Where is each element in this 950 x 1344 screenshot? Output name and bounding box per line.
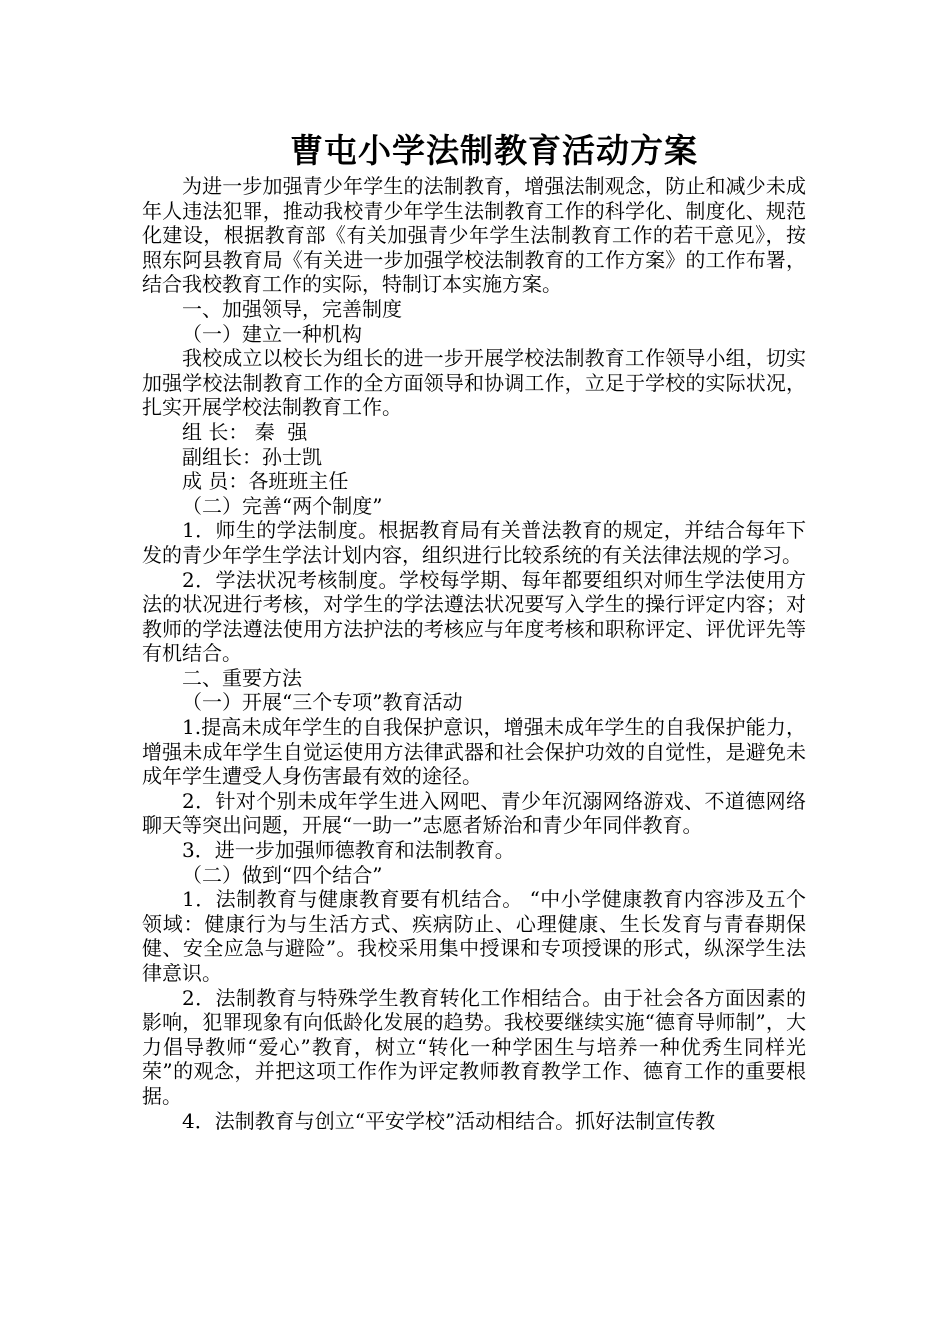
intro-paragraph: 为进一步加强青少年学生的法制教育，增强法制观念，防止和减少未成年人违法犯罪，推动我校青少年学生法制教育工作的科学化、制度化、规范化建设，根据教育部《有关加强青少年学生法制教育工作的若干意见》，按照东阿县教育局《有关进一步加强学校法制教育的工作方案》的工作布署，结合我校教育工作的实际，特制订本实施方案。 [142,174,806,297]
subsection-heading: （一）开展“三个专项”教育活动 [182,690,463,715]
document-title: 曹屯小学法制教育活动方案 [290,131,698,170]
subsection-heading: （一）建立一种机构 [182,321,362,346]
members-line: 成 员：各班班主任 [182,469,349,494]
list-item-paragraph: 4．法制教育与创立“平安学校”活动相结合。抓好法制宣传教 [182,1108,716,1133]
list-item-paragraph: 2．学法状况考核制度。学校每学期、每年都要组织对师生学法使用方法的状况进行考核，对学生的学法遵法状况要写入学生的操行评定内容；对教师的学法遵法使用方法护法的考核应与年度考核和职称评定、评优评先等有机结合。 [142,567,806,666]
document-body [142,174,806,1133]
section-heading: 二、重要方法 [182,665,302,690]
subsection-heading: （二）做到“四个结合” [182,862,383,887]
subsection-heading: （二）完善“两个制度” [182,493,383,518]
list-item-paragraph: 1．法制教育与健康教育要有机结合。 “中小学健康教育内容涉及五个领域：健康行为与生活方式、疾病防止、心理健康、生长发育与青春期保健、安全应急与避险”。我校采用集中授课和专项授课的形式，纵深学生法律意识。 [142,887,806,985]
list-item-paragraph: 2．法制教育与特殊学生教育转化工作相结合。由于社会各方面因素的影响，犯罪现象有向低龄化发展的趋势。我校要继续实施“德育导师制”，大力倡导教师“爱心”教育，树立“转化一种学困生与培养一种优秀生同样光荣”的观念，并把这项工作作为评定教师教育教学工作、德育工作的重要根据。 [142,985,806,1108]
list-item-paragraph: 2．针对个别未成年学生进入网吧、青少年沉溺网络游戏、不道德网络聊天等突出问题，开展“一助一”志愿者矫治和青少年同伴教育。 [142,788,806,838]
list-item-paragraph: 1．师生的学法制度。根据教育局有关普法教育的规定，并结合每年下发的青少年学生学法计划内容，组织进行比较系统的有关法律法规的学习。 [142,518,806,567]
body-paragraph: 我校成立以校长为组长的进一步开展学校法制教育工作领导小组，切实加强学校法制教育工作的全方面领导和协调工作，立足于学校的实际状况，扎实开展学校法制教育工作。 [142,346,806,420]
leader-line: 组 长： 秦 强 [182,419,308,444]
section-heading: 一、加强领导，完善制度 [182,296,402,321]
list-item-paragraph: 3．进一步加强师德教育和法制教育。 [182,838,515,863]
deputy-leader-line: 副组长：孙士凯 [182,444,322,469]
document-page [142,128,806,1133]
list-item-paragraph: 1.提高未成年学生的自我保护意识，增强未成年学生的自我保护能力，增强未成年学生自觉运使用方法律武器和社会保护功效的自觉性，是避免未成年学生遭受人身伤害最有效的途径。 [142,715,806,789]
